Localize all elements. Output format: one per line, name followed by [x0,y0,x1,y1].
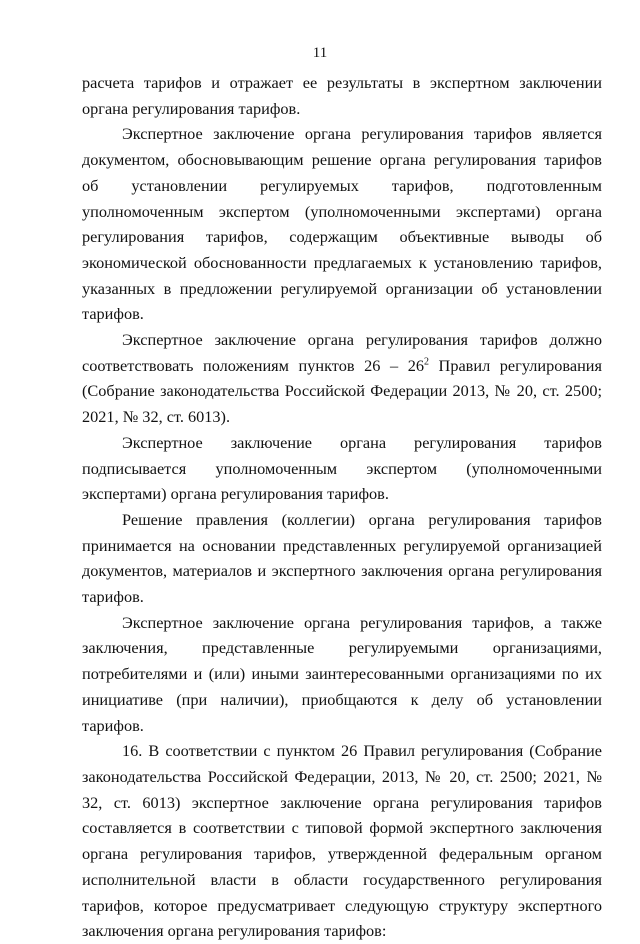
paragraph-continuation: расчета тарифов и отражает ее результаты в экспертном заключении органа регулирования тарифов. [82,73,602,118]
page-number: 11 [312,45,328,61]
paragraph-text-after-superscript: Правил регулирования (Собрание законодательства Российской Федерации 2013, № 20, ст. 2500; 2021, № 32, ст. 6013). [82,355,602,427]
paragraph-expert-signature: Экспертное заключение органа регулирования тарифов подписывается уполномоченным экспертом (уполномоченными экспертами) органа регулирования тарифов. [82,432,602,504]
paragraph-attachment-to-case: Экспертное заключение органа регулирования тарифов, а также заключения, представленные регулируемыми организациями, потребителями и (или) иными заинтересованными организациями по их инициативе (при наличии), приобщаются к делу об установлении тарифов. [82,612,602,735]
paragraph-item-16: 16. В соответствии с пунктом 26 Правил регулирования (Собрание законодательства Российской Федерации, 2013, № 20, ст. 2500; 2021, № 32, ст. 6013) экспертное заключение органа регулирования тарифов составляется в соответствии с типовой формой экспертного заключения органа регулирования тарифов, утвержденной федеральным органом исполнительной власти в области государственного регулирования тарифов, которое предусматривает следующую структуру экспертного заключения органа регулирования тарифов: [82,741,602,941]
paragraph-text-before-superscript: Экспертное заключение органа регулирования тарифов должно соответствовать положениям пунктов 26 – 26 [82,330,602,375]
paragraph-expert-conclusion-compliance [82,327,602,430]
document-body [82,70,602,944]
paragraph-expert-conclusion-definition: Экспертное заключение органа регулирования тарифов является документом, обосновывающим решение органа регулирования тарифов об установлении регулируемых тарифов, подготовленным уполномоченным экспертом (уполномоченными экспертами) органа регулирования тарифов, содержащим объективные выводы об экономической обоснованности предлагаемых к установлению тарифов, указанных в предложении регулируемой организации об установлении тарифов. [82,124,602,324]
superscript-2: 2 [423,356,429,368]
paragraph-board-decision: Решение правления (коллегии) органа регулирования тарифов принимается на основании представленных регулируемой организацией документов, материалов и экспертного заключения органа регулирования тарифов. [82,509,602,607]
